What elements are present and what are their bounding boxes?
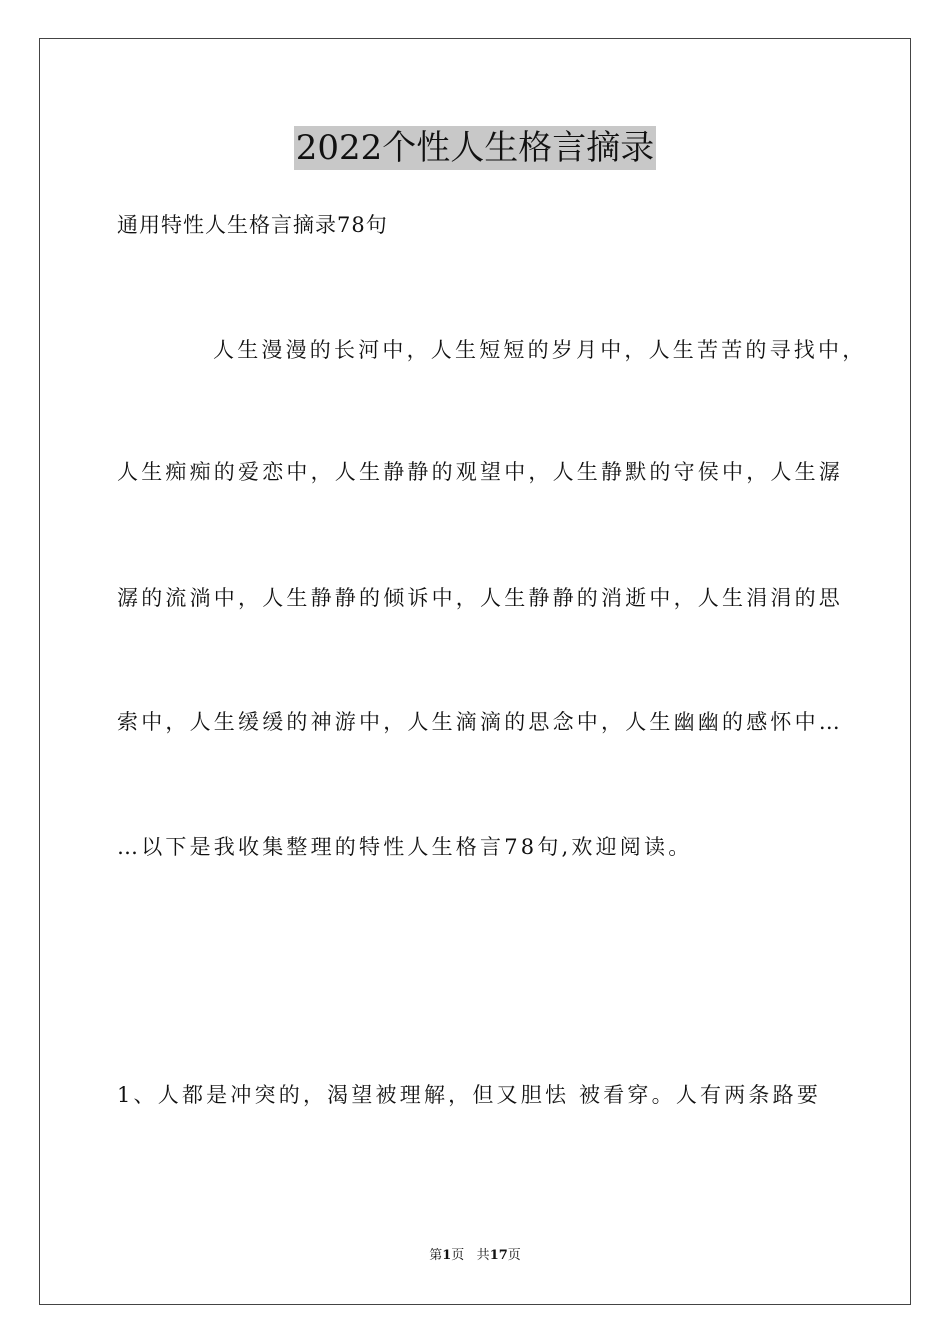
page-footer <box>0 1246 950 1266</box>
footer-page-prefix: 第 <box>429 1248 443 1263</box>
footer-page-number: 1 <box>442 1248 452 1263</box>
paragraph-line-3: 潺的流淌中，人生静静的倾诉中，人生静静的消逝中，人生涓涓的思 <box>117 586 843 610</box>
paragraph-line-1: 人生漫漫的长河中，人生短短的岁月中，人生苦苦的寻找中， <box>213 338 867 362</box>
document-subtitle: 通用特性人生格言摘录78句 <box>117 213 388 237</box>
footer-total-prefix: 共 <box>476 1248 490 1263</box>
footer-page-suffix: 页 <box>451 1248 465 1263</box>
paragraph-line-5: …以下是我收集整理的特性人生格言78句,欢迎阅读。 <box>117 835 693 859</box>
list-item-1-line: 1、人都是冲突的，渴望被理解，但又胆怯 被看穿。人有两条路要 <box>117 1083 822 1107</box>
paragraph-line-4: 索中，人生缓缓的神游中，人生滴滴的思念中，人生幽幽的感怀中… <box>117 710 843 734</box>
title-container <box>0 126 950 170</box>
document-title: 2022个性人生格言摘录 <box>295 128 655 168</box>
footer-total-suffix: 页 <box>507 1248 521 1263</box>
footer-total-pages: 17 <box>489 1248 508 1263</box>
paragraph-line-2: 人生痴痴的爱恋中，人生静静的观望中，人生静默的守侯中，人生潺 <box>117 460 843 484</box>
